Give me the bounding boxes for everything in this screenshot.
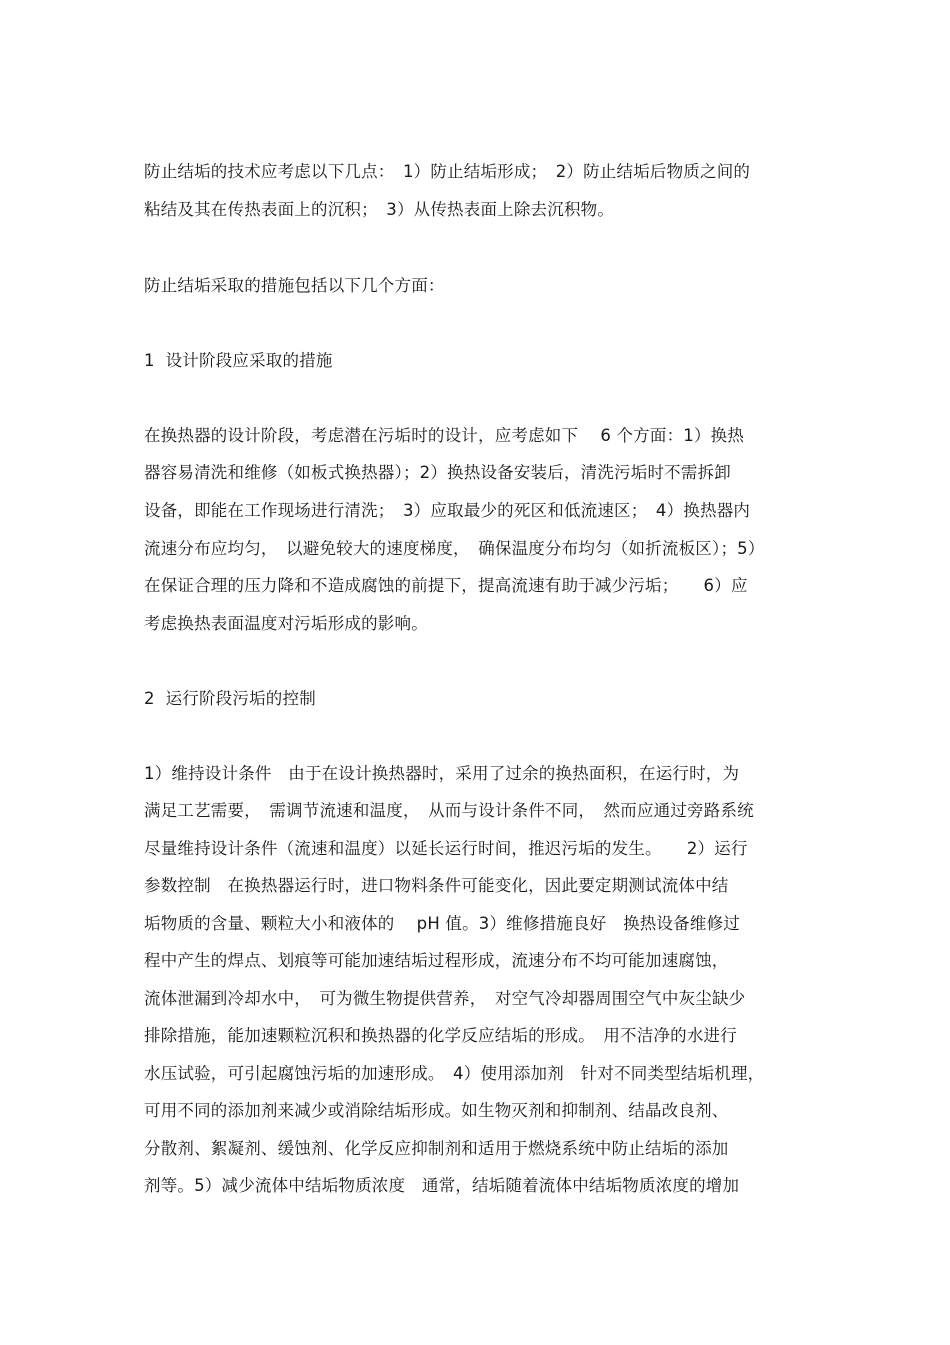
intro-line-1: 防止结垢的技术应考虑以下几点： 1）防止结垢形成； 2）防止结垢后物质之间的 xyxy=(144,162,751,181)
section2-line-7: 流体泄漏到冷却水中， 可为微生物提供营养， 对空气冷却器周围空气中灰尘缺少 xyxy=(144,989,746,1008)
section1-line-1: 在换热器的设计阶段，考虑潜在污垢时的设计，应考虑如下 6 个方面：1）换热 xyxy=(144,426,745,445)
section2-line-12: 剂等。5）减少流体中结垢物质浓度 通常，结垢随着流体中结垢物质浓度的增加 xyxy=(144,1176,740,1195)
section2-line-1: 1）维持设计条件 由于在设计换热器时，采用了过余的换热面积，在运行时，为 xyxy=(144,764,740,783)
section2-line-10: 可用不同的添加剂来减少或消除结垢形成。如生物灭剂和抑制剂、结晶改良剂、 xyxy=(144,1101,729,1120)
section2-line-4: 参数控制 在换热器运行时，进口物料条件可能变化，因此要定期测试流体中结 xyxy=(144,876,729,895)
section1-line-3: 设备，即能在工作现场进行清洗； 3）应取最少的死区和低流速区； 4）换热器内 xyxy=(144,501,751,520)
section2-line-6: 程中产生的焊点、划痕等可能加速结垢过程形成，流速分布不均可能加速腐蚀， xyxy=(144,951,729,970)
section2-line-9: 水压试验，可引起腐蚀污垢的加速形成。 4）使用添加剂 针对不同类型结垢机理， xyxy=(144,1064,765,1083)
section1-line-4: 流速分布应均匀， 以避免较大的速度梯度， 确保温度分布均匀（如折流板区）；5） xyxy=(144,539,765,558)
section1-line-2: 器容易清洗和维修（如板式换热器）；2）换热设备安装后，清洗污垢时不需拆卸 xyxy=(144,463,731,482)
section1-line-6: 考虑换热表面温度对污垢形成的影响。 xyxy=(144,614,428,633)
section2-heading: 2 运行阶段污垢的控制 xyxy=(144,689,316,708)
section2-line-5: 垢物质的含量、颗粒大小和液体的 pH 值。3）维修措施良好 换热设备维修过 xyxy=(144,914,740,933)
section1-heading: 1 设计阶段应采取的措施 xyxy=(144,351,333,370)
intro-line-2: 粘结及其在传热表面上的沉积； 3）从传热表面上除去沉积物。 xyxy=(144,200,615,219)
section2-line-2: 满足工艺需要， 需调节流速和温度， 从而与设计条件不同， 然而应通过旁路系统 xyxy=(144,801,754,820)
section1-line-5: 在保证合理的压力降和不造成腐蚀的前提下，提高流速有助于减少污垢； 6）应 xyxy=(144,576,748,595)
measures-intro: 防止结垢采取的措施包括以下几个方面： xyxy=(144,276,445,295)
section2-line-8: 排除措施，能加速颗粒沉积和换热器的化学反应结垢的形成。 用不洁净的水进行 xyxy=(144,1026,737,1045)
section2-line-3: 尽量维持设计条件（流速和温度）以延长运行时间，推迟污垢的发生。 2）运行 xyxy=(144,839,748,858)
section2-line-11: 分散剂、絮凝剂、缓蚀剂、化学反应抑制剂和适用于燃烧系统中防止结垢的添加 xyxy=(144,1139,729,1158)
